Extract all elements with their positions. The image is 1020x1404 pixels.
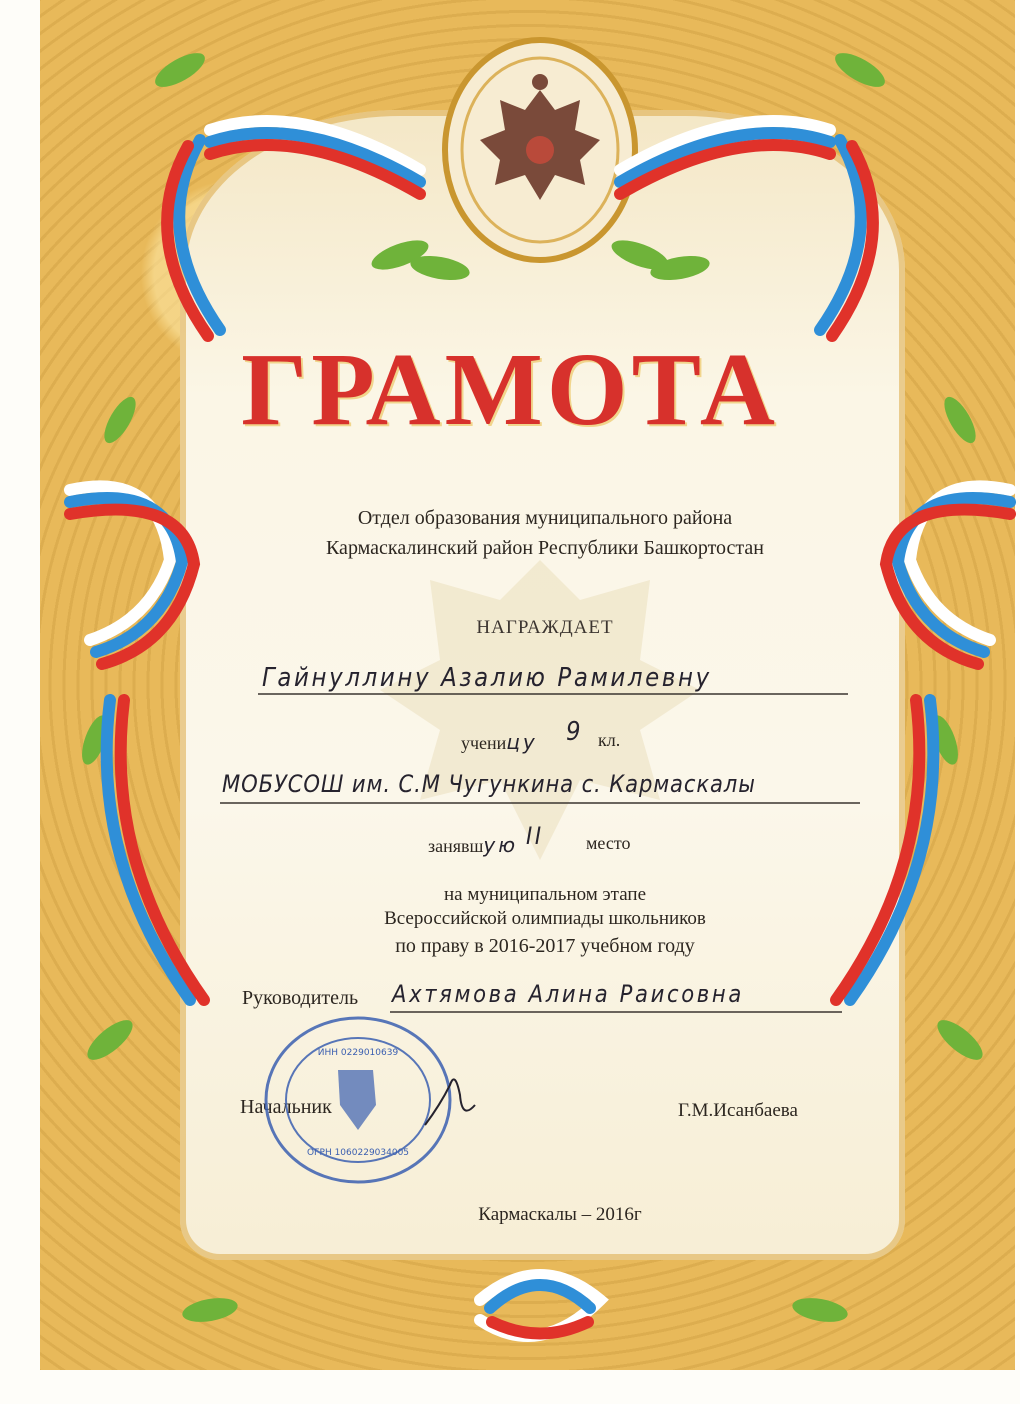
coat-of-arms-icon: [445, 40, 635, 260]
stamp-ogrn: ОГРН 1060229034005: [306, 1148, 410, 1158]
place-label: [428, 833, 518, 857]
head-label: Начальник: [240, 1096, 332, 1118]
place-value: II: [526, 822, 544, 850]
awards-heading: НАГРАЖДАЕТ: [476, 617, 614, 638]
city-date: Кармаскалы – 2016г: [478, 1204, 642, 1225]
place-label-handwritten: ую: [483, 833, 519, 857]
event-line-1: на муниципальном этапе: [443, 884, 646, 905]
place-label-end: место: [586, 833, 631, 853]
school-name: МОБУСОШ им. С.М Чугункина с. Кармаскалы: [222, 770, 756, 798]
event-line-3: по праву в 2016-2017 учебном году: [395, 935, 695, 957]
grade-value: 9: [566, 717, 584, 747]
issuer-line-1: Отдел образования муниципального района: [357, 507, 733, 529]
recipient-name: Гайнуллину Азалию Рамилевну: [262, 663, 712, 693]
place-label-printed: занявш: [428, 836, 484, 856]
leader-label: Руководитель: [242, 987, 359, 1009]
leader-name: Ахтямова Алина Раисовна: [392, 980, 744, 1008]
issuer-line-2: Кармаскалинский район Республики Башкортостан: [325, 537, 764, 559]
pupil-label-handwritten: цу: [506, 730, 538, 754]
stamp-inn: ИНН 0229010639: [317, 1048, 399, 1058]
head-name: Г.М.Исанбаева: [678, 1100, 798, 1121]
grade-label: кл.: [598, 730, 621, 750]
pupil-label-printed: учени: [461, 733, 507, 753]
pupil-label: [461, 730, 538, 754]
watermark-arms-icon: [380, 560, 700, 860]
certificate-title: ГРАМОТА: [241, 332, 779, 447]
event-line-2: Всероссийской олимпиады школьников: [384, 908, 706, 929]
signature-icon: [420, 1065, 480, 1135]
